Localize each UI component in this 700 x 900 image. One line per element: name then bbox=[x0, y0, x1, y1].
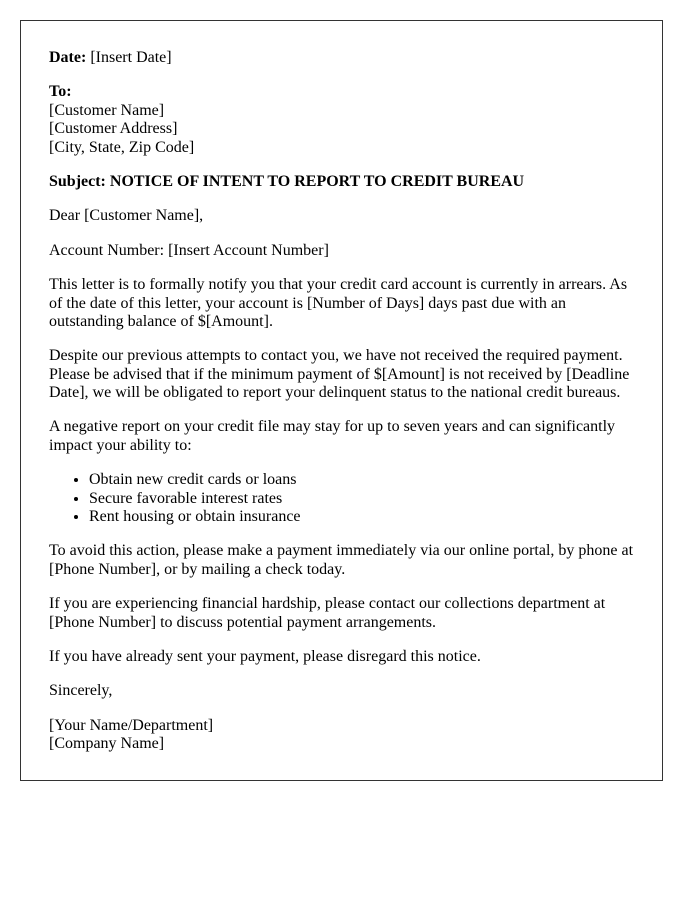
letter-container bbox=[20, 20, 663, 781]
salutation: Dear [Customer Name], bbox=[49, 207, 204, 225]
signature-name: [Your Name/Department] bbox=[49, 716, 214, 734]
paragraph-credit-impact: A negative report on your credit file may stay for up to seven years and can significantly impact your ability to: bbox=[49, 418, 616, 454]
date-line bbox=[49, 49, 634, 67]
account-number-line: Account Number: [Insert Account Number] bbox=[49, 241, 329, 259]
paragraph-hardship: If you are experiencing financial hardship, please contact our collections department at [Phone Number] to discuss potential payment arrangements. bbox=[49, 595, 606, 631]
impact-list bbox=[49, 471, 634, 526]
list-item-housing-insurance: • Rent housing or obtain insurance bbox=[89, 508, 634, 526]
paragraph-payment-warning: Despite our previous attempts to contact you, we have not received the required payment. Please be advised that if the minimum payment of $[Amount] is not received by [Deadline Date], we will be obligated to report your delinquent status to the national credit bureaus. bbox=[49, 347, 630, 402]
recipient-address: [Customer Address] bbox=[49, 120, 178, 138]
list-item-credit-cards: • Obtain new credit cards or loans bbox=[89, 471, 634, 489]
recipient-name: [Customer Name] bbox=[49, 101, 165, 119]
closing: Sincerely, bbox=[49, 682, 113, 700]
to-label: To: bbox=[49, 83, 72, 101]
paragraph-payment-options: To avoid this action, please make a payment immediately via our online portal, by phone at [Phone Number], or by mailing a check today. bbox=[49, 542, 634, 578]
recipient-city-state-zip: [City, State, Zip Code] bbox=[49, 138, 195, 156]
date-label: Date: bbox=[49, 49, 87, 66]
subject-line: Subject: NOTICE OF INTENT TO REPORT TO CREDIT BUREAU bbox=[49, 172, 525, 190]
date-value: [Insert Date] bbox=[90, 49, 172, 66]
list-item-interest-rates: • Secure favorable interest rates bbox=[89, 490, 634, 508]
paragraph-disregard: If you have already sent your payment, please disregard this notice. bbox=[49, 647, 481, 665]
signature-company: [Company Name] bbox=[49, 735, 165, 753]
recipient-block bbox=[49, 83, 634, 157]
signature-block bbox=[49, 717, 634, 754]
paragraph-arrears-notice: This letter is to formally notify you that your credit card account is currently in arrears. As of the date of this letter, your account is [Number of Days] days past due with an outstanding balance of $[Amount]. bbox=[49, 276, 628, 330]
